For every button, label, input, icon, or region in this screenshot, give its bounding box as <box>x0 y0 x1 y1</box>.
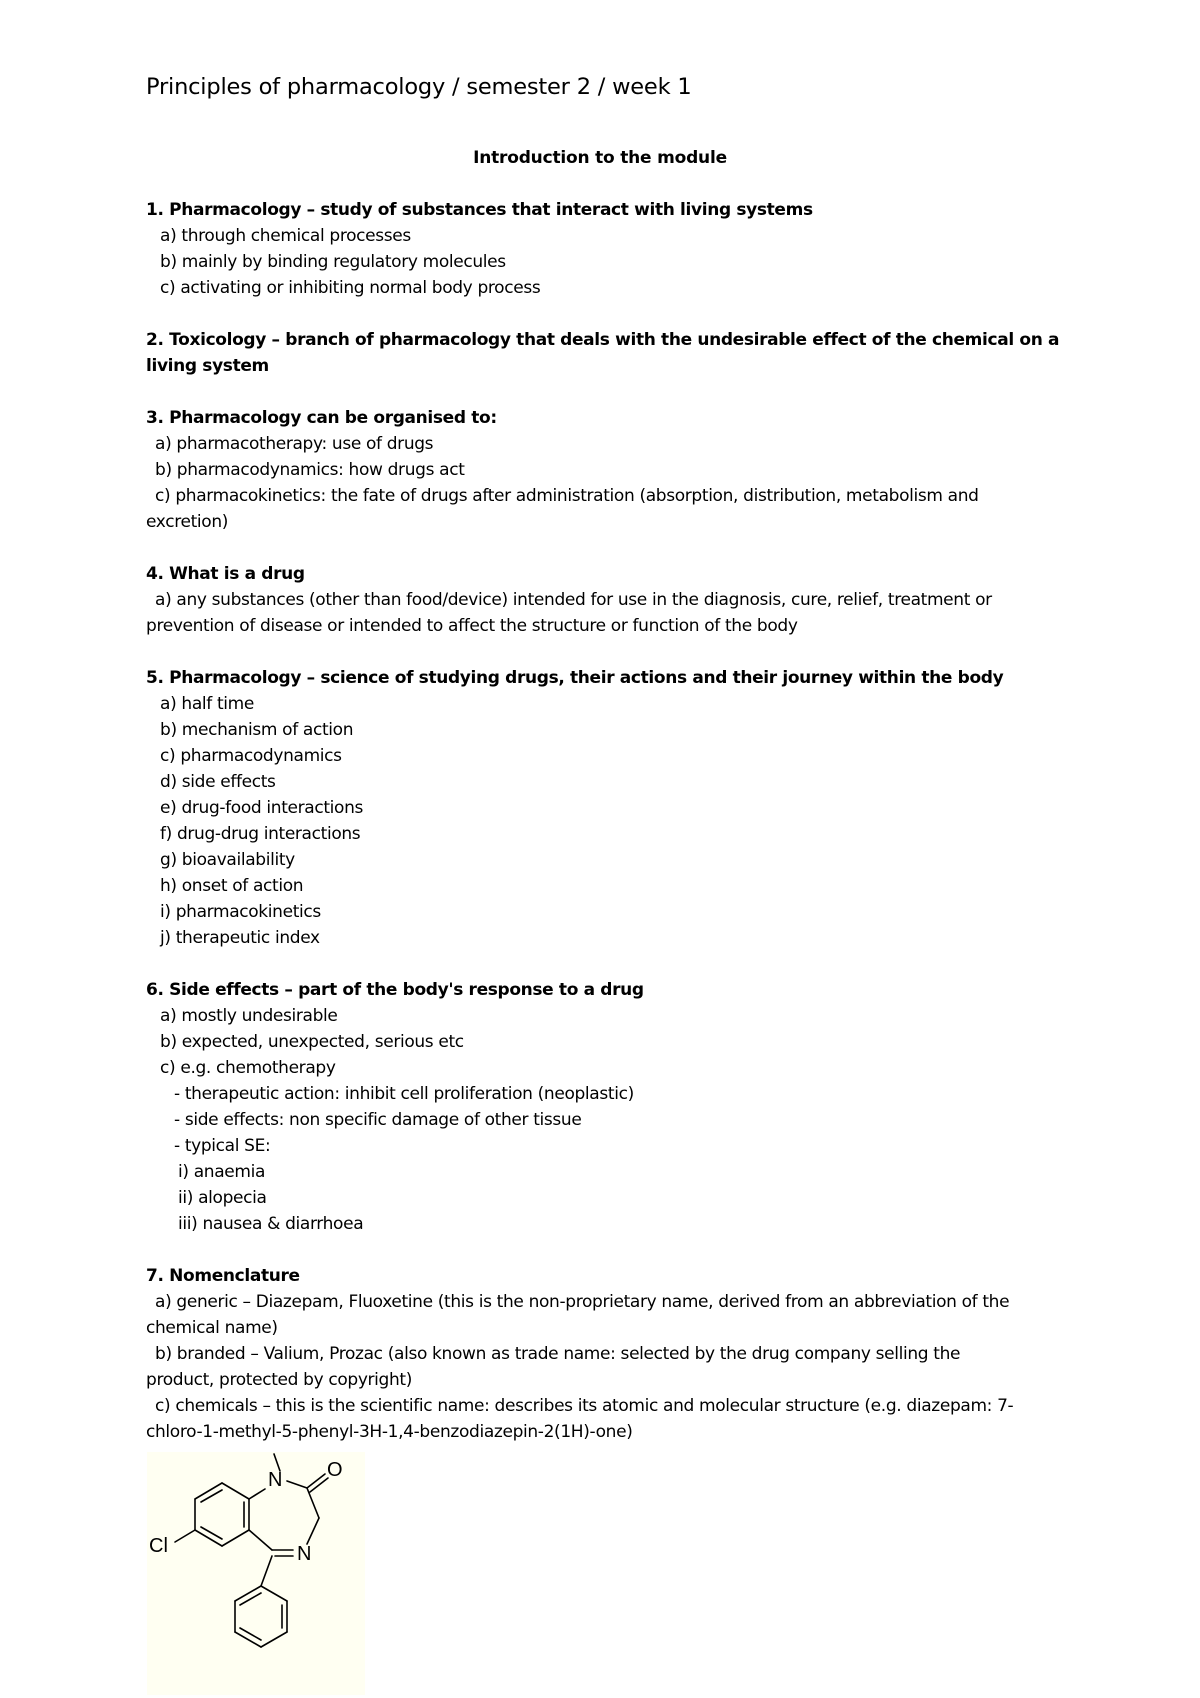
section-5-heading: 5. Pharmacology – science of studying drugs, their actions and their journey within the body <box>146 668 1004 688</box>
list-item: a) through chemical processes <box>160 226 411 246</box>
list-item: b) mainly by binding regulatory molecules <box>160 252 506 272</box>
sub-list-item: - therapeutic action: inhibit cell proliferation (neoplastic) <box>174 1084 634 1104</box>
section-1-heading: 1. Pharmacology – study of substances that interact with living systems <box>146 200 813 220</box>
list-item: a) pharmacotherapy: use of drugs <box>155 434 434 454</box>
list-item: b) mechanism of action <box>160 720 354 740</box>
atom-label-cl: Cl <box>149 1535 168 1557</box>
list-item-cont: excretion) <box>146 512 229 532</box>
list-item: c) e.g. chemotherapy <box>160 1058 336 1078</box>
diazepam-structure-image <box>147 1452 365 1695</box>
section-2-heading-cont: living system <box>146 356 269 376</box>
list-item: c) activating or inhibiting normal body process <box>160 278 541 298</box>
atom-label-o: O <box>327 1459 343 1481</box>
section-3-heading: 3. Pharmacology can be organised to: <box>146 408 497 428</box>
diazepam-structure-drawing <box>147 1452 365 1695</box>
section-2-heading: 2. Toxicology – branch of pharmacology that deals with the undesirable effect of the chemical on a <box>146 330 1060 350</box>
list-item: b) branded – Valium, Prozac (also known as trade name: selected by the drug company selling the <box>155 1344 961 1364</box>
module-heading: Introduction to the module <box>473 148 727 168</box>
list-item: c) pharmacokinetics: the fate of drugs after administration (absorption, distribution, metabolism and <box>155 486 979 506</box>
sub-sub-list-item: iii) nausea & diarrhoea <box>178 1214 364 1234</box>
list-item: d) side effects <box>160 772 276 792</box>
section-7-heading: 7. Nomenclature <box>146 1266 300 1286</box>
list-item-cont: prevention of disease or intended to affect the structure or function of the body <box>146 616 798 636</box>
sub-sub-list-item: i) anaemia <box>178 1162 266 1182</box>
sub-sub-list-item: ii) alopecia <box>178 1188 267 1208</box>
sub-list-item: - side effects: non specific damage of other tissue <box>174 1110 582 1130</box>
list-item: a) generic – Diazepam, Fluoxetine (this is the non-proprietary name, derived from an abbreviation of the <box>155 1292 1010 1312</box>
list-item: b) pharmacodynamics: how drugs act <box>155 460 465 480</box>
list-item: b) expected, unexpected, serious etc <box>160 1032 464 1052</box>
atom-label-n1: N <box>268 1469 283 1491</box>
list-item-cont: product, protected by copyright) <box>146 1370 413 1390</box>
list-item: a) any substances (other than food/device) intended for use in the diagnosis, cure, relief, treatment or <box>155 590 992 610</box>
section-6-heading: 6. Side effects – part of the body's response to a drug <box>146 980 644 1000</box>
list-item: a) mostly undesirable <box>160 1006 338 1026</box>
list-item: c) pharmacodynamics <box>160 746 342 766</box>
list-item: f) drug-drug interactions <box>160 824 361 844</box>
section-4-heading: 4. What is a drug <box>146 564 305 584</box>
list-item-cont: chloro-1-methyl-5-phenyl-3H-1,4-benzodiazepin-2(1H)-one) <box>146 1422 633 1442</box>
list-item: a) half time <box>160 694 254 714</box>
document-title: Principles of pharmacology / semester 2 / week 1 <box>146 74 692 100</box>
sub-list-item: - typical SE: <box>174 1136 271 1156</box>
atom-label-n2: N <box>297 1543 312 1565</box>
list-item: i) pharmacokinetics <box>160 902 321 922</box>
list-item: g) bioavailability <box>160 850 295 870</box>
list-item: c) chemicals – this is the scientific name: describes its atomic and molecular structure (e.g. diazepam: 7- <box>155 1396 1014 1416</box>
list-item: j) therapeutic index <box>160 928 320 948</box>
list-item: h) onset of action <box>160 876 304 896</box>
list-item-cont: chemical name) <box>146 1318 278 1338</box>
list-item: e) drug-food interactions <box>160 798 364 818</box>
